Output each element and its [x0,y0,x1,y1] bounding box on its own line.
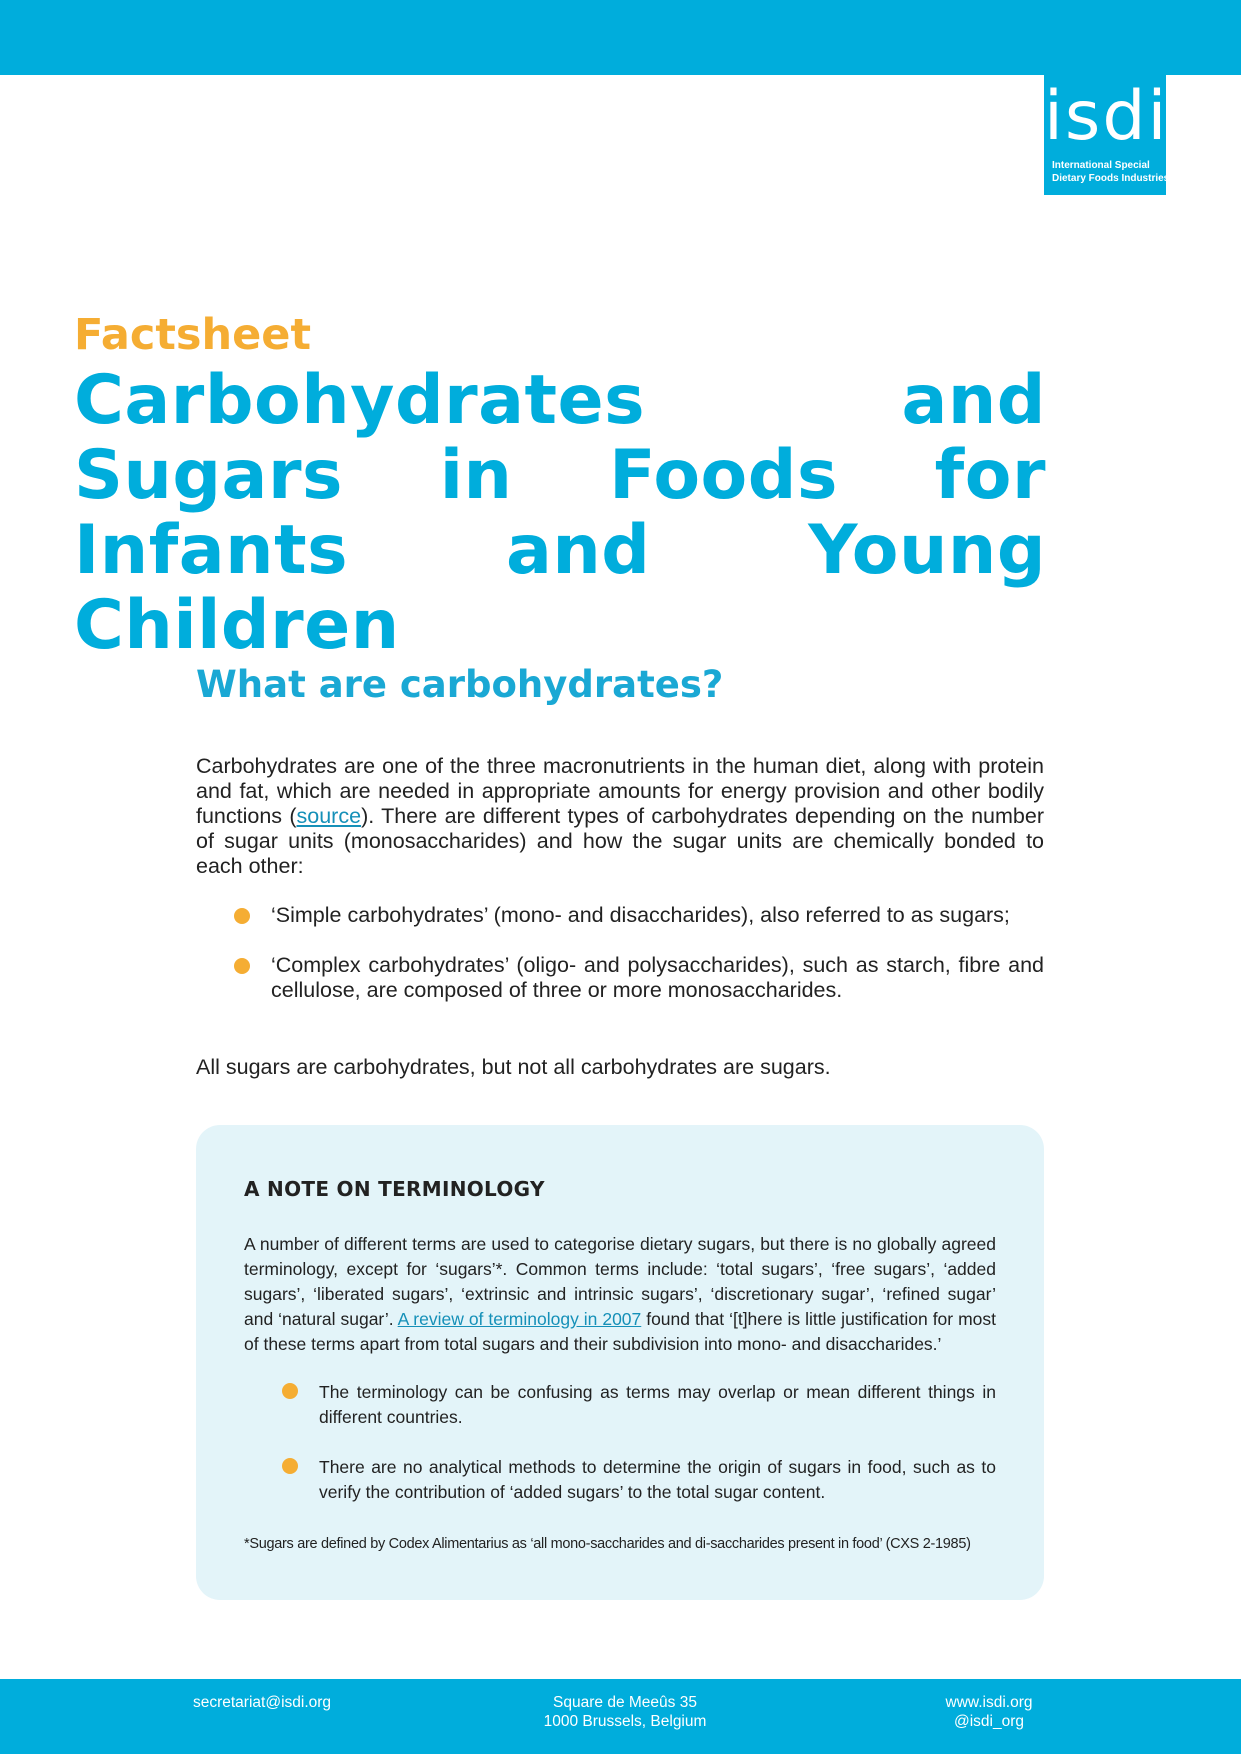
list-item-text: There are no analytical methods to determine the origin of sugars in food, such as to verify the contribution of ‘added sugars’ to the total sugar content. [319,1457,996,1502]
page-title: Carbohydrates and Sugars in Foods for Infants and Young Children [74,361,1046,665]
footer-band [0,1679,1241,1754]
list-item [196,953,1044,1003]
source-link[interactable]: source [296,804,362,828]
isdi-logo[interactable] [1044,75,1170,195]
factsheet-label: Factsheet [74,310,312,360]
header-band [0,0,1241,75]
intro-text-end: ). There are different types of carbohydrates depending on the number of sugar units (monosaccharides) and how the sugar units are chemically bonded to each other: [196,804,1044,878]
footer-address-line2: 1000 Brussels, Belgium [543,1713,707,1730]
footer-email[interactable]: secretariat@isdi.org [192,1694,332,1711]
section-title: What are carbohydrates? [196,663,724,706]
footer-address-line1: Square de Meeûs 35 [553,1694,697,1711]
bullet-dot-icon [282,1383,298,1399]
list-item-text: The terminology can be confusing as terms may overlap or mean different things in different countries. [319,1382,996,1427]
note-paragraph [244,1232,996,1357]
terminology-review-link[interactable]: A review of terminology in 2007 [397,1309,642,1329]
carbohydrate-types-list [196,903,1044,1028]
bullet-dot-icon [234,908,250,924]
terminology-note-box [196,1125,1044,1600]
intro-paragraph [196,754,1044,879]
footer-web-column [889,1693,1089,1731]
list-item-text: ‘Simple carbohydrates’ (mono- and disaccharides), also referred to as sugars; [271,903,1010,927]
logo-subtitle [1052,159,1169,185]
list-item [196,903,1044,928]
footer-address-column [505,1693,745,1731]
list-item [244,1455,996,1505]
logo-subtitle-line2: Dietary Foods Industries [1052,173,1170,184]
intro-text-start: Carbohydrates are one of the three macronutrients in the human diet, along with protein and fat, which are needed in appropriate amounts for energy provision and other bodily functions ( [196,754,1044,828]
note-text-end: found that ‘[t]here is little justification for most of these terms apart from total sugars and their subdivision into mono- and disaccharides.’ [244,1309,996,1354]
bullet-dot-icon [234,958,250,974]
logo-subtitle-line1: International Special [1052,160,1150,171]
list-item [244,1380,996,1430]
note-title: A NOTE ON TERMINOLOGY [244,1177,545,1201]
list-item-text: ‘Complex carbohydrates’ (oligo- and polysaccharides), such as starch, fibre and cellulose, are composed of three or more monosaccharides. [271,953,1044,1002]
logo-wordmark: isdi [1044,77,1169,156]
footer-email-column [162,1693,362,1712]
sugars-footnote: *Sugars are defined by Codex Alimentarius as ‘all mono-saccharides and di-saccharides present in food’ (CXS 2-1985) [244,1536,971,1552]
bullet-dot-icon [282,1458,298,1474]
note-text-start: A number of different terms are used to categorise dietary sugars, but there is no globally agreed terminology, except for ‘sugars’*. Common terms include: ‘total sugars’, ‘free sugars’, ‘added sugars’, ‘liberated sugars’, ‘extrinsic and intrinsic sugars’, ‘discretionary sugar’, ‘refined sugar’ and ‘natural sugar’. [244,1234,996,1329]
note-bullet-list [244,1380,996,1530]
summary-text: All sugars are carbohydrates, but not all carbohydrates are sugars. [196,1055,831,1079]
footer-social-handle[interactable]: @isdi_org [953,1713,1024,1730]
footer-website-link[interactable]: www.isdi.org [945,1694,1033,1711]
